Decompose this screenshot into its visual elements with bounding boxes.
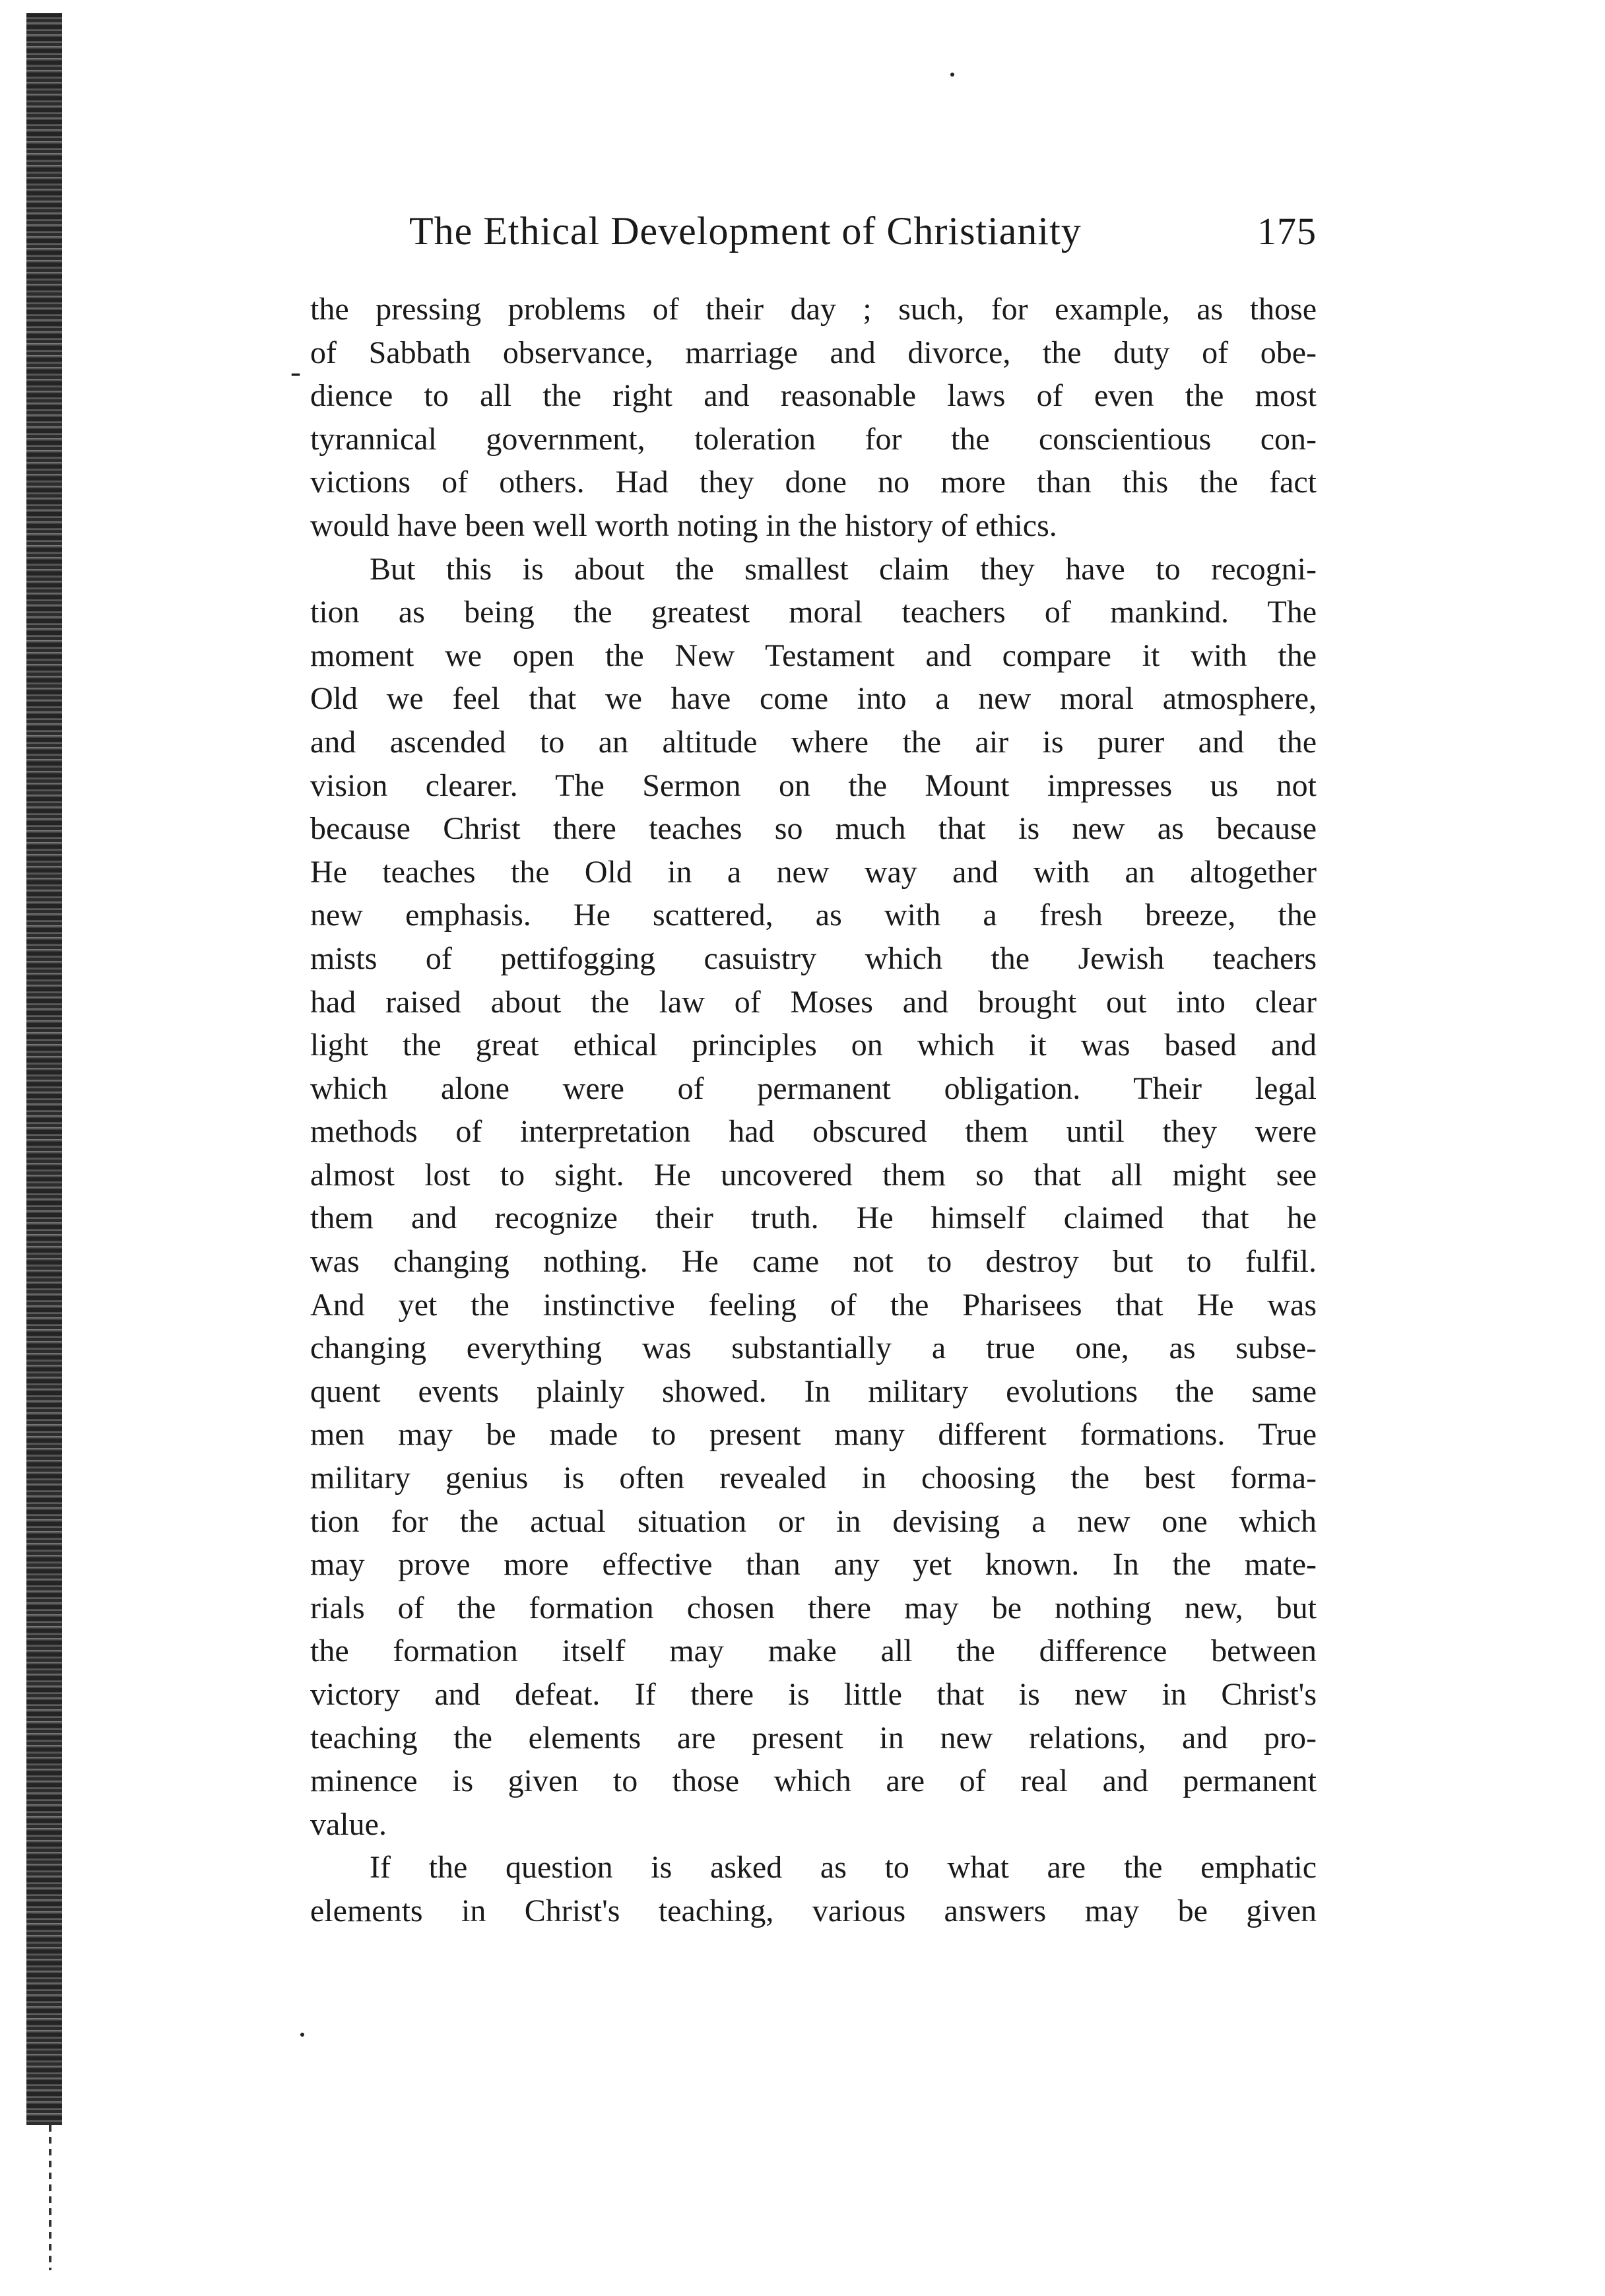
text-line: value. [310, 1806, 387, 1842]
scan-speck [300, 2033, 304, 2037]
text-line: new emphasis. He scattered, as with a fresh breeze, the [310, 898, 1317, 933]
text-line: light the great ethical principles on which it was based and [310, 1028, 1317, 1063]
text-line: If the question is asked as to what are the emphatic [370, 1850, 1317, 1886]
scan-speck [950, 73, 954, 77]
text-line: changing everything was substantially a true one, as subse- [310, 1330, 1317, 1366]
text-line: would have been well worth noting in the history of ethics. [310, 508, 1057, 543]
scan-binding-edge [26, 13, 62, 2125]
text-line: teaching the elements are present in new relations, and pro- [310, 1720, 1317, 1755]
text-line: almost lost to sight. He uncovered them so that all might see [310, 1157, 1317, 1193]
text-line: Old we feel that we have come into a new moral atmosphere, [310, 681, 1317, 717]
text-line: tion for the actual situation or in devising a new one which [310, 1503, 1317, 1539]
text-line: victions of others. Had they done no more than this the fact [310, 465, 1317, 500]
scan-edge-tail [49, 2125, 51, 2270]
text-line: dience to all the right and reasonable laws of even the most [310, 378, 1317, 414]
text-line: the formation itself may make all the difference between [310, 1633, 1317, 1669]
book-page [310, 211, 1317, 1933]
margin-mark: - [290, 354, 301, 389]
text-line: of Sabbath observance, marriage and divorce, the duty of obe- [310, 335, 1317, 370]
text-line: because Christ there teaches so much that is new as because [310, 811, 1317, 847]
text-line: military genius is often revealed in choosing the best forma- [310, 1460, 1317, 1496]
running-head-title: The Ethical Development of Christianity [409, 209, 1082, 253]
text-line: victory and defeat. If there is little that is new in Christ's [310, 1677, 1317, 1712]
text-line: rials of the formation chosen there may be nothing new, but [310, 1590, 1317, 1625]
page-number: 175 [1257, 210, 1317, 253]
text-line: them and recognize their truth. He himself claimed that he [310, 1200, 1317, 1236]
text-line: vision clearer. The Sermon on the Mount impresses us not [310, 768, 1317, 803]
running-head [409, 211, 1317, 264]
text-line: quent events plainly showed. In military evolutions the same [310, 1373, 1317, 1409]
text-line: was changing nothing. He came not to destroy but to fulfil. [310, 1244, 1317, 1280]
text-line: He teaches the Old in a new way and with an altogether [310, 854, 1317, 890]
paragraph [310, 1846, 1317, 1932]
text-line: tion as being the greatest moral teachers of mankind. The [310, 595, 1317, 630]
text-line: elements in Christ's teaching, various answers may be given [310, 1893, 1317, 1928]
text-line: And yet the instinctive feeling of the Pharisees that He was [310, 1287, 1317, 1323]
text-line: mists of pettifogging casuistry which the Jewish teachers [310, 940, 1317, 976]
paragraph [310, 548, 1317, 1847]
text-line: and ascended to an altitude where the air is purer and the [310, 724, 1317, 760]
text-line: But this is about the smallest claim they have to recogni- [370, 551, 1317, 587]
text-line: moment we open the New Testament and compare it with the [310, 638, 1317, 673]
text-line: the pressing problems of their day ; such, for example, as those [310, 292, 1317, 327]
text-line: methods of interpretation had obscured them until they were [310, 1114, 1317, 1150]
paragraph [310, 288, 1317, 548]
text-line: tyrannical government, toleration for the conscientious con- [310, 421, 1317, 457]
text-line: which alone were of permanent obligation. Their legal [310, 1070, 1317, 1106]
body-text [310, 288, 1317, 1933]
text-line: may prove more effective than any yet known. In the mate- [310, 1547, 1317, 1583]
text-line: minence is given to those which are of real and permanent [310, 1763, 1317, 1799]
text-line: men may be made to present many different formations. True [310, 1417, 1317, 1453]
text-line: had raised about the law of Moses and brought out into clear [310, 984, 1317, 1020]
